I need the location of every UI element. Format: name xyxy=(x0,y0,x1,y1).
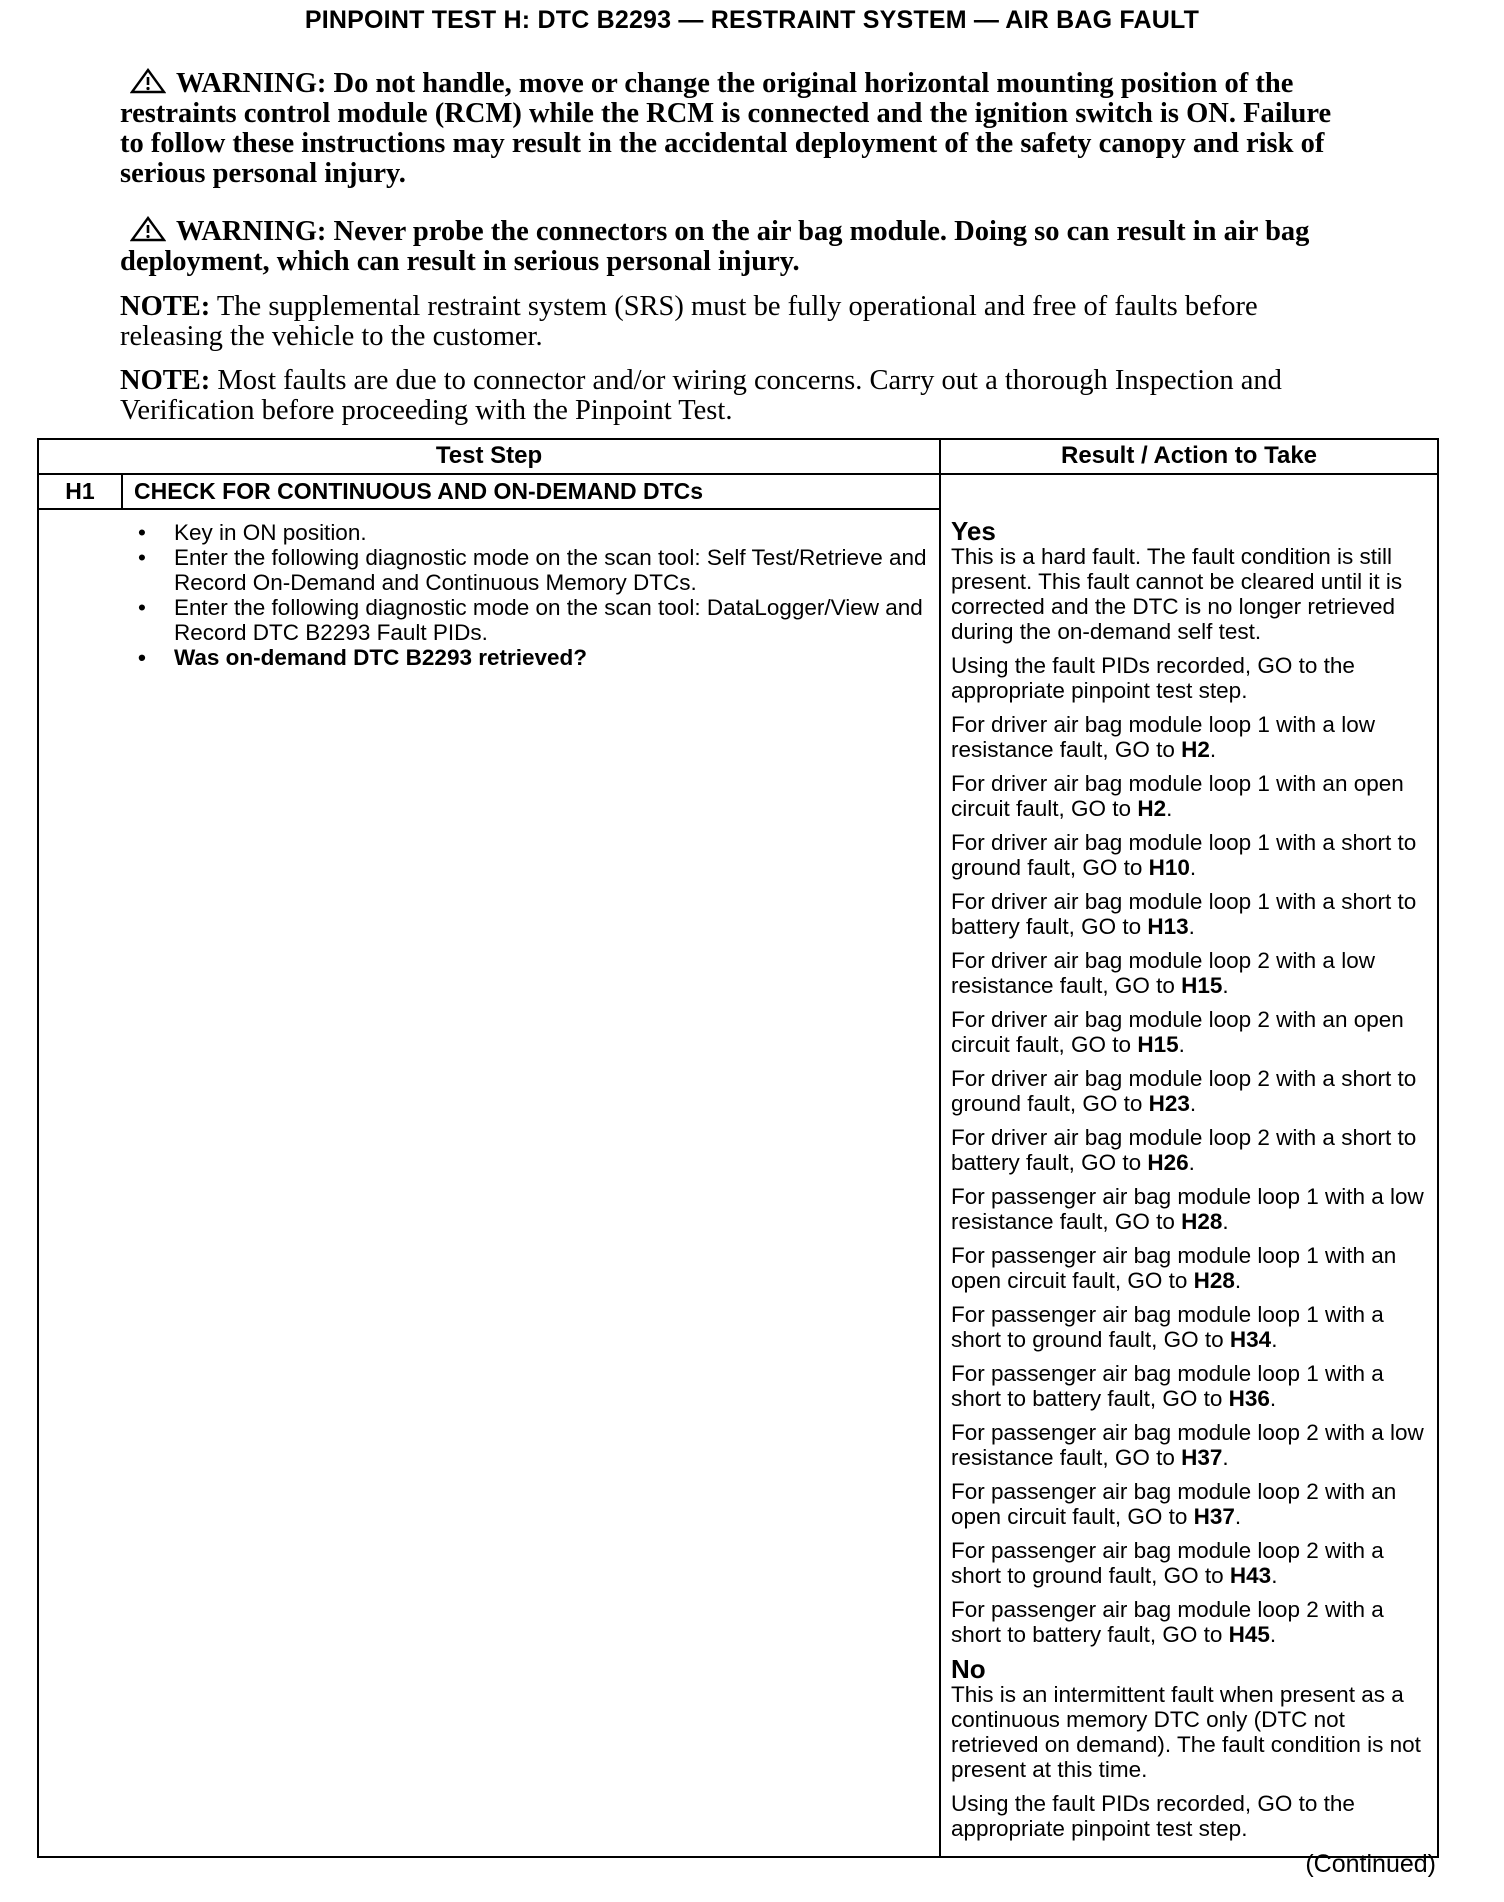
note-1-text: The supplemental restraint system (SRS) must be fully operational and free of faults before releasing the vehicle to the customer. xyxy=(120,291,1258,352)
action-item xyxy=(951,889,1435,939)
action-item xyxy=(951,1125,1435,1175)
action-text: For passenger air bag module loop 2 with a short to ground fault, GO to xyxy=(951,1538,1384,1588)
warning-1 xyxy=(120,68,1350,189)
action-text: For passenger air bag module loop 1 with a short to ground fault, GO to xyxy=(951,1302,1384,1352)
header-test-step: Test Step xyxy=(435,442,543,469)
action-item xyxy=(951,1243,1435,1293)
note-1-label: NOTE: xyxy=(120,291,211,322)
goto-step-link[interactable]: H10 xyxy=(1148,855,1190,880)
action-text: For passenger air bag module loop 1 with an open circuit fault, GO to xyxy=(951,1243,1397,1293)
list-item: • Enter the following diagnostic mode on the scan tool: DataLogger/View and Record DTC B2293 Fault PIDs. xyxy=(134,595,934,645)
action-text: For passenger air bag module loop 2 with an open circuit fault, GO to xyxy=(951,1479,1397,1529)
action-item xyxy=(951,1597,1435,1647)
action-end: . xyxy=(1234,1268,1242,1293)
warning-1-text: WARNING: Do not handle, move or change the original horizontal mounting position of the restraints control module (RCM) while the RCM is connected and the ignition switch is ON. Failure to follow these instructions may result in the accidental deployment of the safety canopy and risk of serious personal injury. xyxy=(120,68,1332,189)
goto-step-link[interactable]: H37 xyxy=(1181,1445,1223,1470)
goto-step-link[interactable]: H34 xyxy=(1229,1327,1272,1352)
action-text: For driver air bag module loop 1 with a low resistance fault, GO to xyxy=(951,712,1375,762)
step-row-divider xyxy=(39,508,939,510)
goto-step-link[interactable]: H13 xyxy=(1147,914,1189,939)
no-description: This is an intermittent fault when present as a continuous memory DTC only (DTC not retrieved on demand). The fault condition is not present at this time. xyxy=(951,1682,1421,1782)
action-end: . xyxy=(1271,1563,1278,1588)
note-2 xyxy=(120,366,1350,426)
action-text: For passenger air bag module loop 2 with a short to battery fault, GO to xyxy=(951,1597,1384,1647)
yes-description: This is a hard fault. The fault condition is still present. This fault cannot be cleared until it is corrected and the DTC is no longer retrieved during the on-demand self test. xyxy=(951,544,1403,644)
warning-triangle-icon xyxy=(130,216,166,242)
action-item xyxy=(951,771,1435,821)
action-item xyxy=(951,1420,1435,1470)
goto-step-link[interactable]: H23 xyxy=(1148,1091,1190,1116)
action-end: . xyxy=(1189,855,1197,880)
action-item xyxy=(951,1007,1435,1057)
action-text: For passenger air bag module loop 1 with a short to battery fault, GO to xyxy=(951,1361,1384,1411)
goto-step-link[interactable]: H15 xyxy=(1137,1032,1179,1057)
action-item xyxy=(951,1066,1435,1116)
action-item xyxy=(951,712,1435,762)
action-item xyxy=(951,1538,1435,1588)
goto-step-link[interactable]: H43 xyxy=(1229,1563,1272,1588)
action-end: . xyxy=(1178,1032,1185,1057)
action-item xyxy=(951,830,1435,880)
header-result-action: Result / Action to Take xyxy=(1060,442,1318,469)
step-question: • Was on-demand DTC B2293 retrieved? xyxy=(134,645,934,670)
results-column xyxy=(951,518,1435,1850)
list-item: • Enter the following diagnostic mode on the scan tool: Self Test/Retrieve and Record On-Demand and Continuous Memory DTCs. xyxy=(134,545,934,595)
warning-2 xyxy=(120,216,1350,277)
action-text: For driver air bag module loop 1 with an open circuit fault, GO to xyxy=(951,771,1404,821)
yes-label: Yes xyxy=(951,516,996,546)
no-label: No xyxy=(951,1654,986,1684)
note-1 xyxy=(120,292,1350,352)
action-item xyxy=(951,1302,1435,1352)
warning-2-text: WARNING: Never probe the connectors on the air bag module. Doing so can result in air bag deployment, which can result in serious personal injury. xyxy=(120,216,1310,277)
no-instruction: Using the fault PIDs recorded, GO to the appropriate pinpoint test step. xyxy=(951,1791,1355,1841)
warning-triangle-icon xyxy=(130,68,166,94)
action-end: . xyxy=(1269,1386,1277,1411)
action-text: For driver air bag module loop 2 with a short to ground fault, GO to xyxy=(951,1066,1417,1116)
action-end: . xyxy=(1222,973,1229,998)
yes-instruction: Using the fault PIDs recorded, GO to the appropriate pinpoint test step. xyxy=(951,653,1355,703)
step-id: H1 xyxy=(65,478,95,504)
action-end: . xyxy=(1189,1091,1197,1116)
action-text: For driver air bag module loop 1 with a short to battery fault, GO to xyxy=(951,889,1417,939)
action-text: For driver air bag module loop 1 with a short to ground fault, GO to xyxy=(951,830,1417,880)
action-text: For passenger air bag module loop 1 with a low resistance fault, GO to xyxy=(951,1184,1424,1234)
action-text: For driver air bag module loop 2 with a low resistance fault, GO to xyxy=(951,948,1375,998)
action-end: . xyxy=(1188,1150,1195,1175)
action-item xyxy=(951,948,1435,998)
action-item xyxy=(951,1184,1435,1234)
goto-step-link[interactable]: H15 xyxy=(1181,973,1223,998)
list-item: • Key in ON position. xyxy=(134,520,934,545)
page-title: PINPOINT TEST H: DTC B2293 — RESTRAINT SYSTEM — AIR BAG FAULT xyxy=(304,6,1200,34)
goto-step-link[interactable]: H28 xyxy=(1181,1209,1223,1234)
action-end: . xyxy=(1234,1504,1242,1529)
action-end: . xyxy=(1269,1622,1277,1647)
goto-step-link[interactable]: H28 xyxy=(1193,1268,1235,1293)
pinpoint-test-table xyxy=(37,438,1439,1858)
goto-step-link[interactable]: H45 xyxy=(1228,1622,1270,1647)
note-2-text: Most faults are due to connector and/or wiring concerns. Carry out a thorough Inspection and Verification before proceeding with the Pinpoint Test. xyxy=(120,365,1282,426)
table-header-row xyxy=(39,440,1437,475)
step-instructions xyxy=(134,520,934,670)
goto-step-link[interactable]: H26 xyxy=(1147,1150,1189,1175)
action-text: For driver air bag module loop 2 with a short to battery fault, GO to xyxy=(951,1125,1417,1175)
goto-step-link[interactable]: H37 xyxy=(1193,1504,1235,1529)
action-item xyxy=(951,1479,1435,1529)
goto-step-link[interactable]: H36 xyxy=(1228,1386,1270,1411)
continued-label: (Continued) xyxy=(1305,1850,1436,1878)
goto-step-link[interactable]: H2 xyxy=(1181,737,1210,762)
column-divider xyxy=(939,440,941,1856)
action-end: . xyxy=(1166,796,1173,821)
note-2-label: NOTE: xyxy=(120,365,211,396)
action-end: . xyxy=(1222,1445,1229,1470)
goto-step-link[interactable]: H2 xyxy=(1137,796,1167,821)
action-text: For passenger air bag module loop 2 with a low resistance fault, GO to xyxy=(951,1420,1424,1470)
action-end: . xyxy=(1222,1209,1229,1234)
action-text: For driver air bag module loop 2 with an open circuit fault, GO to xyxy=(951,1007,1404,1057)
action-end: . xyxy=(1271,1327,1278,1352)
action-item xyxy=(951,1361,1435,1411)
yes-actions xyxy=(951,712,1435,1647)
step-id-divider xyxy=(121,475,123,508)
step-title: CHECK FOR CONTINUOUS AND ON-DEMAND DTCs xyxy=(134,478,704,504)
action-end: . xyxy=(1209,737,1217,762)
action-end: . xyxy=(1188,914,1195,939)
